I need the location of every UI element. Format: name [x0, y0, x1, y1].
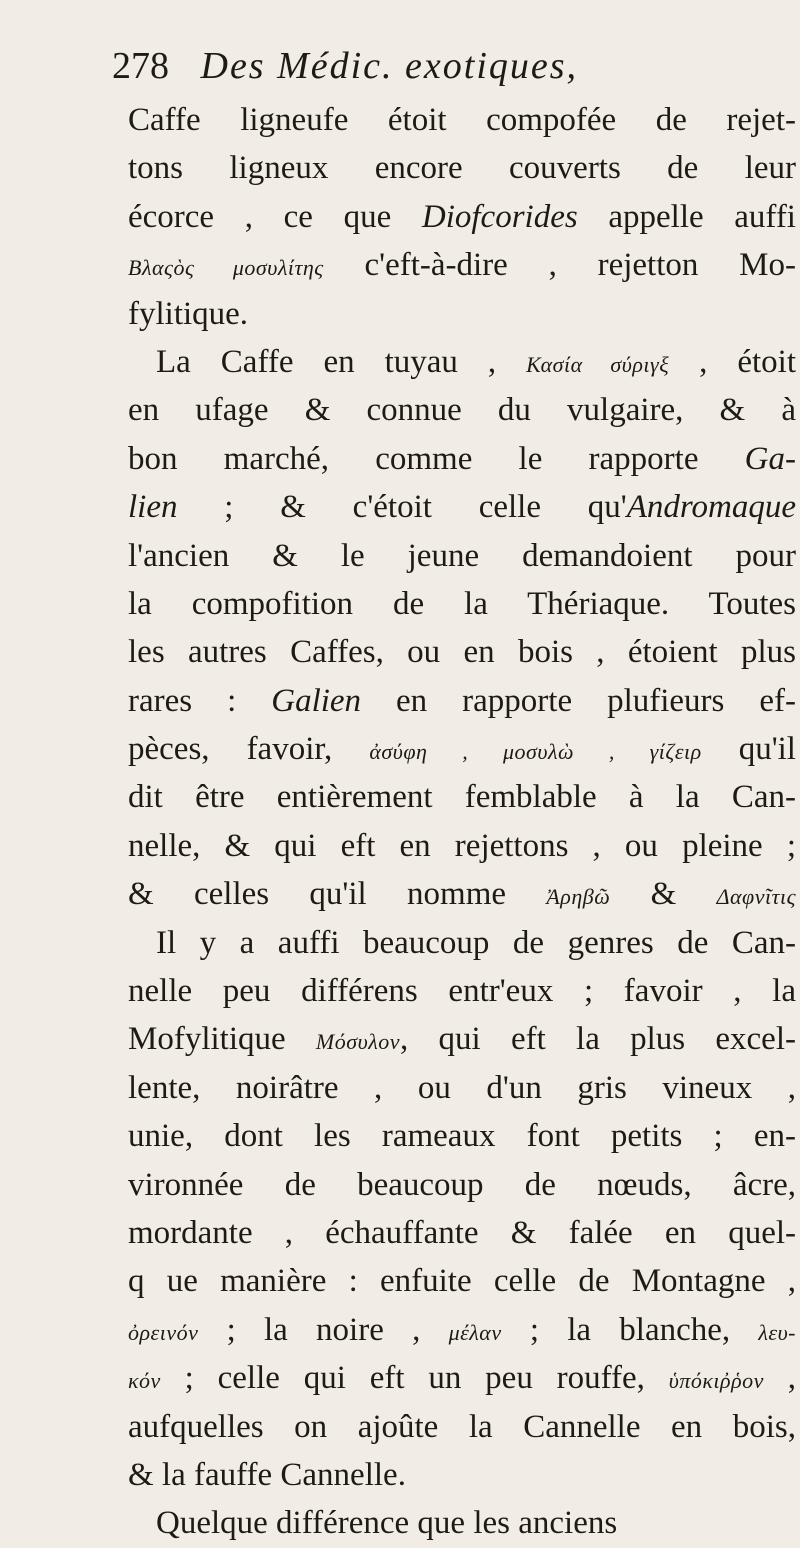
italic-term: Ga-: [744, 440, 796, 477]
text-segment: Quelque différence que les anciens: [156, 1505, 618, 1542]
text-segment: ; la noire ,: [198, 1311, 449, 1348]
italic-term: Galien: [271, 682, 362, 719]
text-block: [128, 96, 796, 1548]
text-segment: la compofition de la Thériaque. Toutes: [128, 585, 796, 622]
text-line: [128, 290, 796, 338]
text-segment: écorce , ce que: [128, 198, 422, 235]
text-segment: La Caffe en tuyau ,: [156, 343, 527, 380]
text-line: [128, 193, 796, 241]
text-segment: ,: [763, 1360, 796, 1397]
text-segment: mordante , échauffante & falée en quel-: [128, 1214, 796, 1251]
text-line: [128, 1064, 796, 1112]
text-line: [128, 1257, 796, 1305]
text-segment: q ue manière : enfuite celle de Montagne ,: [128, 1263, 796, 1300]
text-segment: ; la blanche,: [501, 1311, 759, 1348]
text-line: [128, 580, 796, 628]
greek-term: ἀσύφη , μοσυλὼ , γίζειρ: [369, 739, 702, 765]
text-line: [128, 435, 796, 483]
text-line: [128, 1354, 796, 1402]
text-line: [128, 532, 796, 580]
text-line: [128, 1499, 796, 1547]
text-segment: bon marché, comme le rapporte: [128, 440, 745, 477]
text-segment: vironnée de beaucoup de nœuds, âcre,: [128, 1166, 796, 1203]
text-line: [128, 338, 796, 386]
text-line: [128, 1161, 796, 1209]
running-header: [112, 44, 712, 88]
text-line: [128, 483, 796, 531]
greek-term: ὀρεινόν: [128, 1319, 199, 1345]
text-segment: & celles qu'il nomme: [128, 876, 547, 913]
text-line: [128, 96, 796, 144]
text-segment: tons ligneux encore couverts de leur: [128, 150, 796, 187]
text-line: [128, 1209, 796, 1257]
running-title: Des Médic. exotiques,: [200, 45, 579, 87]
page-number: 278: [112, 45, 169, 87]
text-line: [128, 870, 796, 918]
greek-term: κόν: [128, 1368, 161, 1394]
text-line: [128, 677, 796, 725]
text-segment: Il y a auffi beaucoup de genres de Can-: [156, 924, 796, 961]
text-segment: dit être entièrement femblable à la Can-: [128, 779, 796, 816]
text-line: [128, 628, 796, 676]
greek-term: μέλαν: [448, 1319, 502, 1345]
text-segment: , étoit: [669, 343, 796, 380]
text-segment: qu'il: [701, 731, 796, 768]
text-segment: lente, noirâtre , ou d'un gris vineux ,: [128, 1069, 796, 1106]
text-line: [128, 967, 796, 1015]
greek-term: Δαφνῖτις: [716, 884, 796, 910]
greek-term: Βλαςὸς μοσυλίτης: [128, 255, 324, 281]
text-line: [128, 725, 796, 773]
text-segment: , qui eft la plus excel-: [400, 1021, 796, 1058]
text-segment: pèces, favoir,: [128, 731, 370, 768]
text-line: [128, 1112, 796, 1160]
text-segment: c'eft-à-dire , rejetton Mo-: [323, 247, 796, 284]
italic-term: Andromaque: [626, 489, 796, 526]
text-segment: Mofylitique: [128, 1021, 316, 1058]
greek-term: Μόσυλον: [315, 1029, 400, 1055]
text-line: [128, 1451, 796, 1499]
text-line: [128, 144, 796, 192]
italic-term: Diofcorides: [421, 198, 578, 235]
greek-term: ὑπόκιῤῥον: [668, 1368, 764, 1394]
italic-term: lien: [128, 489, 178, 526]
text-line: [128, 919, 796, 967]
greek-term: λευ-: [758, 1319, 796, 1345]
text-line: [128, 1015, 796, 1063]
text-segment: nelle, & qui eft en rejettons , ou pleine ;: [128, 827, 796, 864]
text-segment: aufquelles on ajoûte la Cannelle en bois,: [128, 1408, 796, 1445]
text-segment: nelle peu différens entr'eux ; favoir , la: [128, 973, 796, 1010]
text-segment: en rapporte plufieurs ef-: [361, 682, 796, 719]
text-line: [128, 822, 796, 870]
text-line: [128, 1403, 796, 1451]
text-segment: unie, dont les rameaux font petits ; en-: [128, 1118, 796, 1155]
text-segment: ; celle qui eft un peu rouffe,: [160, 1360, 669, 1397]
text-segment: Caffe ligneufe étoit compofée de rejet-: [128, 102, 796, 138]
text-segment: appelle auffi: [577, 198, 796, 235]
text-line: [128, 241, 796, 289]
text-segment: ; & c'étoit celle qu': [177, 489, 627, 526]
text-line: [128, 1306, 796, 1354]
text-segment: &: [610, 876, 717, 913]
text-segment: & la fauffe Cannelle.: [128, 1456, 406, 1493]
text-line: [128, 386, 796, 434]
text-segment: fylitique.: [128, 295, 249, 332]
text-segment: les autres Caffes, ou en bois , étoient plus: [128, 634, 796, 671]
text-line: [128, 773, 796, 821]
text-segment: rares :: [128, 682, 272, 719]
greek-term: Ἀρηβῶ: [546, 884, 611, 910]
greek-term: Κασία σύριγξ: [526, 351, 670, 377]
text-segment: l'ancien & le jeune demandoient pour: [128, 537, 796, 574]
text-segment: en ufage & connue du vulgaire, & à: [128, 392, 796, 429]
